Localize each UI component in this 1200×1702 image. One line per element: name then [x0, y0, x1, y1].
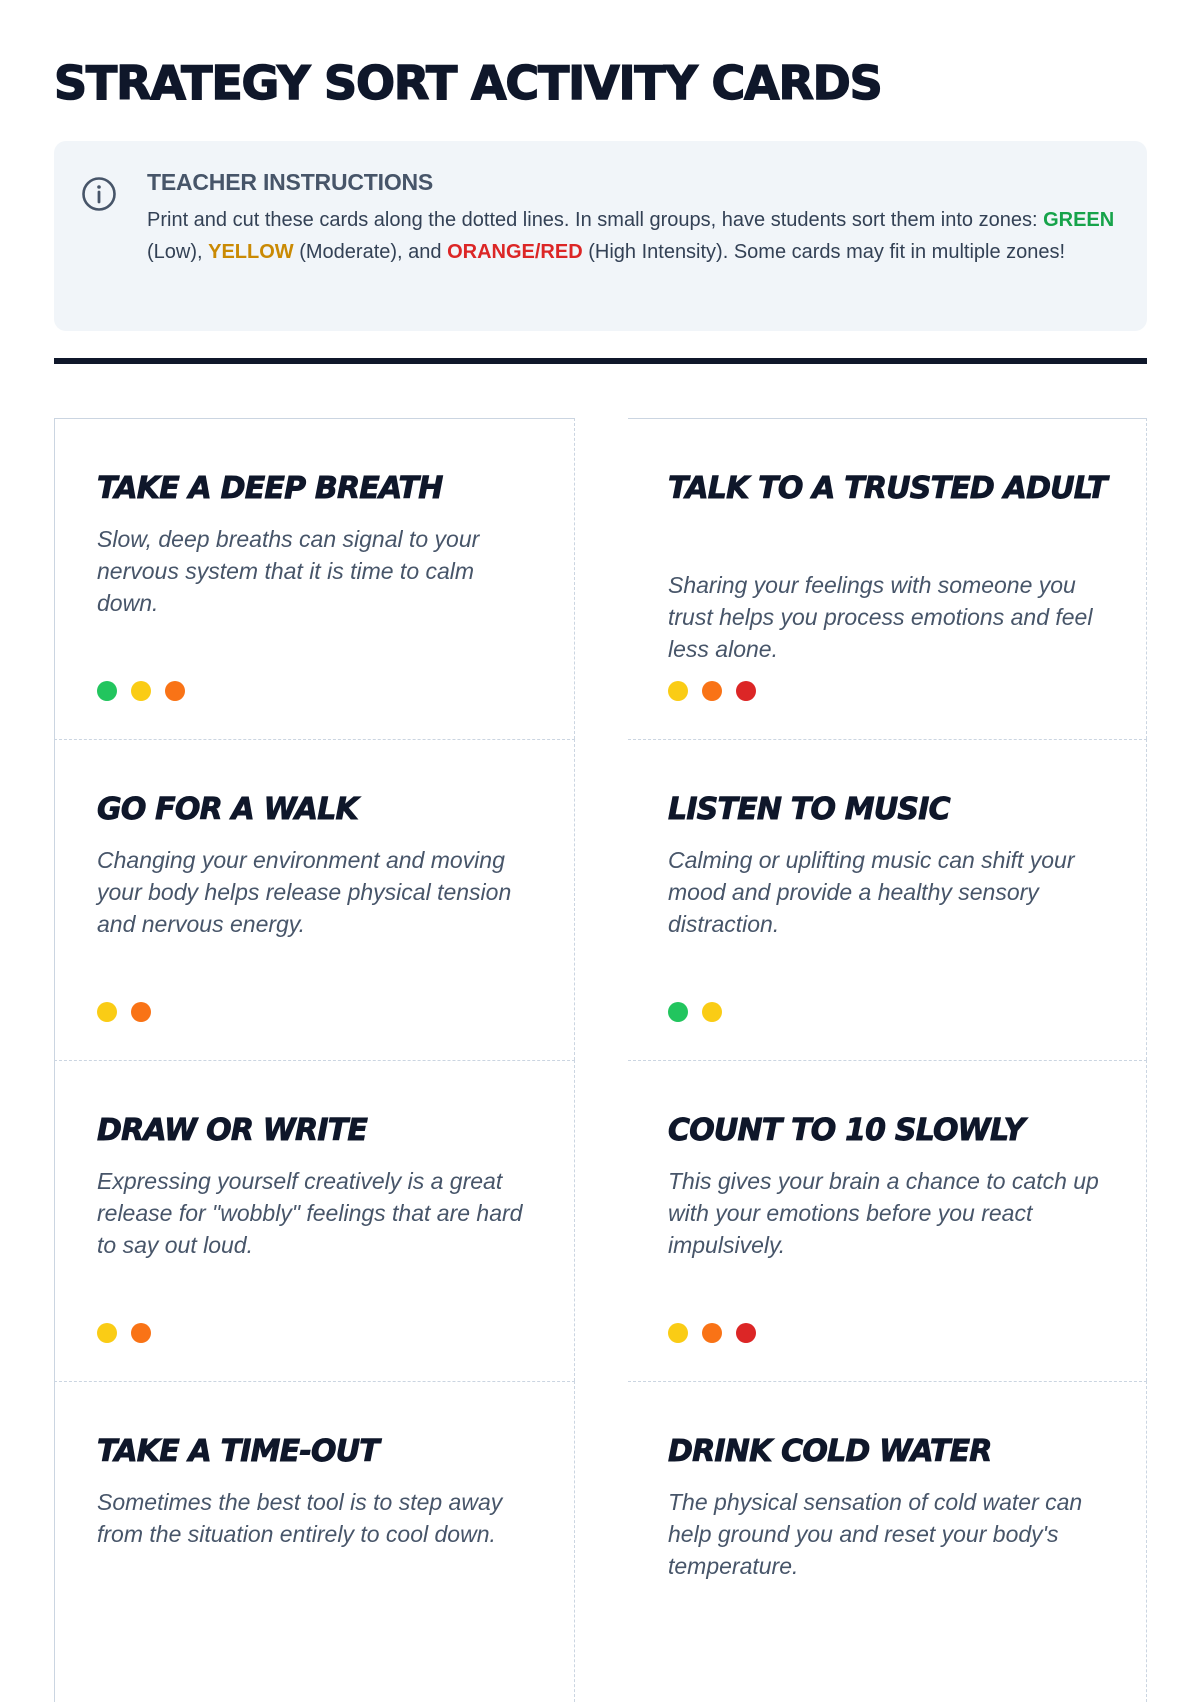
- strategy-card: [628, 739, 1147, 1060]
- zone-dot-green: [668, 1002, 688, 1022]
- card-title: TAKE A TIME-OUT: [97, 1434, 379, 1469]
- card-title: DRAW OR WRITE: [97, 1113, 368, 1148]
- card-title: TAKE A DEEP BREATH: [97, 471, 443, 506]
- card-title: TALK TO A TRUSTED ADULT: [668, 471, 1107, 506]
- strategy-card: [54, 739, 575, 1060]
- card-description: Sharing your feelings with someone you trust helps you process emotions and feel less alone.: [668, 572, 1093, 662]
- card-description: Expressing yourself creatively is a great release for "wobbly" feelings that are hard to say out loud.: [97, 1168, 523, 1258]
- zone-label-yellow: YELLOW: [208, 241, 294, 263]
- card-title: DRINK COLD WATER: [668, 1434, 992, 1469]
- instructions-text: [147, 204, 1122, 268]
- zone-desc-red: (High Intensity). Some cards may fit in multiple zones!: [582, 241, 1066, 263]
- card-description: Changing your environment and moving your body helps release physical tension and nervous energy.: [97, 847, 512, 937]
- zone-dot-yellow: [668, 681, 688, 701]
- card-description: Slow, deep breaths can signal to your nervous system that it is time to calm down.: [97, 526, 480, 616]
- zone-desc-yellow: (Moderate), and: [293, 241, 448, 263]
- instructions-content: [147, 169, 1122, 268]
- teacher-instructions-box: [54, 141, 1147, 331]
- zone-label-red: ORANGE/RED: [447, 241, 583, 263]
- zone-dot-yellow: [97, 1002, 117, 1022]
- zone-dots: [668, 681, 756, 701]
- zone-dots: [668, 1323, 756, 1343]
- card-description: Sometimes the best tool is to step away from the situation entirely to cool down.: [97, 1489, 503, 1547]
- zone-dot-orange: [131, 1323, 151, 1343]
- zone-dot-orange: [702, 1323, 722, 1343]
- instructions-intro: Print and cut these cards along the dotted lines. In small groups, have students sort them into zones:: [147, 209, 1038, 231]
- instructions-heading: TEACHER INSTRUCTIONS: [147, 169, 434, 195]
- zone-dot-red: [736, 681, 756, 701]
- zone-dot-green: [97, 681, 117, 701]
- strategy-card: [628, 1060, 1147, 1381]
- card-grid: [54, 418, 1147, 1618]
- zone-dots: [97, 681, 185, 701]
- strategy-card: [54, 418, 575, 739]
- zone-dot-yellow: [668, 1323, 688, 1343]
- zone-dot-yellow: [97, 1323, 117, 1343]
- page-title: STRATEGY SORT ACTIVITY CARDS: [54, 56, 882, 110]
- zone-label-green: GREEN: [1043, 209, 1115, 231]
- zone-dot-red: [736, 1323, 756, 1343]
- card-title: GO FOR A WALK: [97, 792, 358, 827]
- card-description: Calming or uplifting music can shift your mood and provide a healthy sensory distraction.: [668, 847, 1075, 937]
- card-title: COUNT TO 10 SLOWLY: [668, 1113, 1025, 1148]
- card-title: LISTEN TO MUSIC: [668, 792, 950, 827]
- zone-dot-yellow: [131, 681, 151, 701]
- zone-desc-green: (Low),: [147, 241, 209, 263]
- strategy-card: [54, 1060, 575, 1381]
- strategy-card: [628, 418, 1147, 739]
- zone-dot-orange: [165, 681, 185, 701]
- card-description: The physical sensation of cold water can help ground you and reset your body's temperature.: [668, 1489, 1083, 1579]
- card-description: This gives your brain a chance to catch up with your emotions before you react impulsively.: [668, 1168, 1099, 1258]
- strategy-card: [54, 1381, 575, 1702]
- zone-dots: [97, 1323, 151, 1343]
- zone-dot-orange: [131, 1002, 151, 1022]
- strategy-card: [628, 1381, 1147, 1702]
- zone-dots: [668, 1002, 722, 1022]
- info-icon: [81, 176, 117, 212]
- zone-dot-yellow: [702, 1002, 722, 1022]
- section-divider: [54, 358, 1147, 364]
- zone-dot-orange: [702, 681, 722, 701]
- zone-dots: [97, 1002, 151, 1022]
